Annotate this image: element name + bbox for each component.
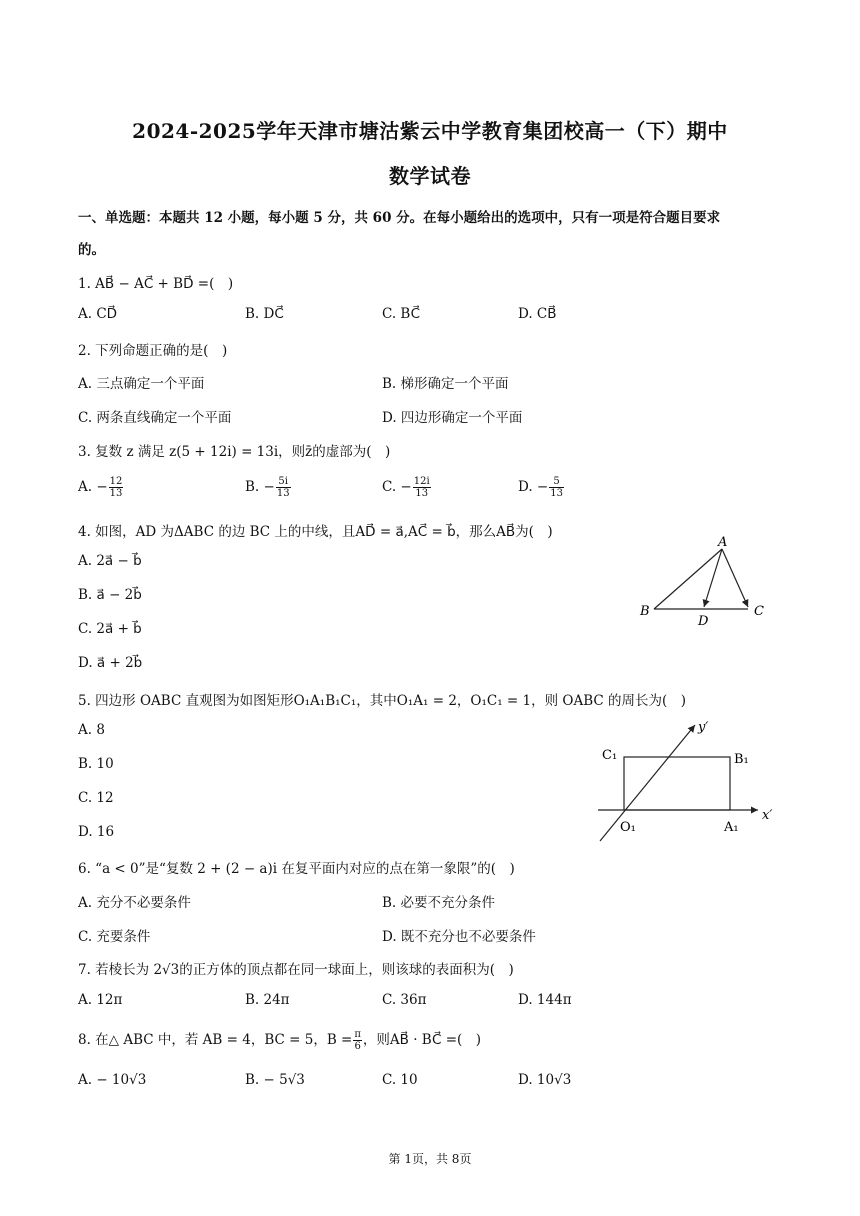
q4-stem: 4. 如图，AD 为ΔABC 的边 BC 上的中线，且AD⃗ = a⃗,AC⃗ = b⃗，那么AB⃗为( ) [78,524,553,540]
q5-option-c: C. 12 [78,790,114,806]
q5-rectangle [624,757,730,810]
q7-option-c: C. 36π [382,992,427,1008]
exam-title-line1: 2024-2025学年天津市塘沽紫云中学教育集团校高一（下）期中 [132,119,728,143]
q4-label-c: C [754,604,764,619]
q3-option-c [382,476,432,499]
q5-label-x: x′ [762,808,773,823]
q2-option-b: B. 梯形确定一个平面 [382,376,509,392]
q5-y-axis [600,725,695,841]
q1-option-a: A. CD⃗ [78,306,118,322]
q3-option-b-fraction [276,476,291,499]
q4-label-d: D [698,614,709,629]
q3-option-d-fraction [549,476,564,499]
q7-stem: 7. 若棱长为 2√3的正方体的顶点都在同一球面上，则该球的表面积为( ) [78,962,514,978]
q5-rectangle-figure [590,715,795,845]
q7-option-d: D. 144π [518,992,572,1008]
q3-option-b [245,476,292,499]
q4-option-d: D. a⃗ + 2b⃗ [78,655,143,671]
q5-option-a: A. 8 [78,722,105,738]
q3-d-numerator: 5 [549,476,564,488]
q3-b-numerator: 5i [276,476,291,488]
q7-option-b: B. 24π [245,992,290,1008]
q5-option-d: D. 16 [78,824,115,840]
q1-option-c: C. BC⃗ [382,306,421,322]
q3-option-b-label: B. − [245,479,275,495]
section1-instructions-cont: 的。 [78,242,105,258]
q8-fraction-numerator: π [354,1029,361,1040]
q6-option-b: B. 必要不充分条件 [382,895,496,911]
q8-stem-post: ，则AB⃗ · BC⃗ =( ) [362,1032,482,1048]
q8-option-d: D. 10√3 [518,1072,572,1088]
q4-edge-ab [654,549,722,609]
q4-triangle-figure [630,535,780,630]
q3-d-denominator: 13 [550,488,563,499]
q3-option-d [518,476,565,499]
q3-option-c-fraction [413,476,431,499]
q6-stem: 6. “a < 0”是“复数 2 + (2 − a)i 在复平面内对应的点在第一象限”的( ) [78,861,515,877]
q4-vector-ac [722,549,748,607]
q4-option-b: B. a⃗ − 2b⃗ [78,587,142,603]
q3-option-a-label: A. − [78,479,108,495]
q1-option-b: B. DC⃗ [245,306,284,322]
q5-label-b1: B₁ [734,752,749,767]
q2-option-d: D. 四边形确定一个平面 [382,410,523,426]
q3-b-denominator: 13 [276,488,290,499]
q3-a-denominator: 13 [109,488,123,499]
q7-option-a: A. 12π [78,992,123,1008]
q5-label-y: y′ [698,720,709,735]
q3-option-c-label: C. − [382,479,412,495]
q6-option-a: A. 充分不必要条件 [78,895,191,911]
q4-label-a: A [718,535,728,550]
q3-option-d-label: D. − [518,479,549,495]
q8-option-a: A. − 10√3 [78,1072,147,1088]
q3-c-numerator: 12i [413,476,430,487]
q8-option-b: B. − 5√3 [245,1072,305,1088]
q5-stem: 5. 四边形 OABC 直观图为如图矩形O₁A₁B₁C₁，其中O₁A₁ = 2，O₁C₁ = 1，则 OABC 的周长为( ) [78,693,687,709]
q4-option-c: C. 2a⃗ + b⃗ [78,621,142,637]
q3-a-numerator: 12 [109,476,123,487]
q2-option-c: C. 两条直线确定一个平面 [78,410,232,426]
page-footer: 第 1页，共 8页 [388,1152,472,1166]
section1-instructions: 一、单选题：本题共 12 小题，每小题 5 分，共 60 分。在每小题给出的选项中，只有一项是符合题目要求 [78,210,721,226]
exam-title-line2: 数学试卷 [389,164,471,188]
q5-label-a1: A₁ [724,820,739,835]
q8-angle-fraction [353,1029,362,1052]
q8-stem-pre: 8. 在△ ABC 中，若 AB = 4，BC = 5，B = [78,1032,353,1048]
q8-stem [78,1028,481,1052]
q8-fraction-denominator: 6 [354,1041,361,1052]
q3-c-denominator: 13 [415,488,429,499]
q6-option-d: D. 既不充分也不必要条件 [382,929,536,945]
q8-option-c: C. 10 [382,1072,418,1088]
q3-option-a-fraction [109,476,124,499]
q3-stem: 3. 复数 z 满足 z(5 + 12i) = 13i，则z̄的虚部为( ) [78,444,391,460]
q1-option-d: D. CB⃗ [518,306,557,322]
q2-option-a: A. 三点确定一个平面 [78,376,205,392]
q6-option-c: C. 充要条件 [78,929,151,945]
q4-label-b: B [640,604,650,619]
q5-option-b: B. 10 [78,756,114,772]
q1-stem: 1. AB⃗ − AC⃗ + BD⃗ =( ) [78,276,234,292]
q5-label-o1: O₁ [620,820,636,835]
q5-label-c1: C₁ [602,748,618,763]
q4-option-a: A. 2a⃗ − b⃗ [78,553,142,569]
q2-stem: 2. 下列命题正确的是( ) [78,343,228,359]
q3-option-a [78,476,124,499]
